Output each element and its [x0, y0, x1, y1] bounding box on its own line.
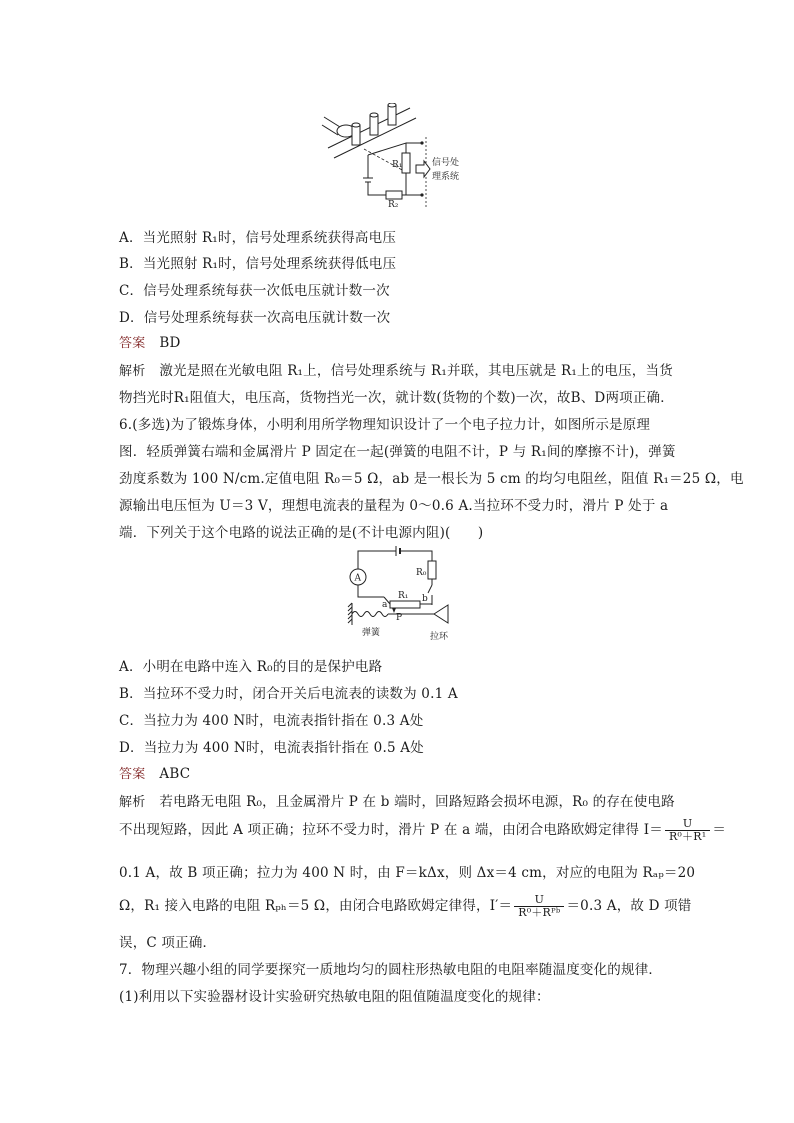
spring-label: 弹簧: [362, 628, 381, 638]
analysis-text: 若电路无电阻 R₀，且金属滑片 P 在 b 端时，回路短路会损坏电源，R₀ 的存在使电路: [159, 794, 675, 810]
fraction: [665, 818, 710, 843]
q6-option-d: D．当拉力为 400 N时，电流表指针指在 0.5 A处: [119, 740, 424, 756]
analysis-text: ＝0.3 A，故 D 项错: [566, 898, 692, 914]
q5-answer: [119, 332, 181, 351]
q7-stem-line-1: 7．物理兴趣小组的同学要探究一质地均匀的圆柱形热敏电阻的电阻率随温度变化的规律．: [119, 962, 663, 978]
b-label: b: [422, 594, 428, 604]
fraction-denominator: R⁰＋R¹: [668, 830, 707, 843]
q5-analysis-line-1: [119, 359, 673, 379]
tension-meter-circuit-figure: [344, 545, 464, 645]
q5-option-c: C．信号处理系统每获一次低电压就计数一次: [119, 283, 390, 299]
analysis-label: 解析: [119, 795, 146, 810]
q5-option-b: B．当光照射 R₁时，信号处理系统获得低电压: [119, 256, 397, 272]
q5-option-a: A．当光照射 R₁时，信号处理系统获得高电压: [119, 230, 397, 246]
q6-answer: [119, 763, 190, 782]
q6-analysis-line-5: 误，C 项正确．: [119, 935, 217, 951]
q6-option-a: A．小明在电路中连入 R₀的目的是保护电路: [119, 659, 383, 675]
fraction-denominator: R⁰＋Rᴾᵇ: [518, 906, 561, 919]
q6-analysis-line-3: 0.1 A，故 B 项正确；拉力为 400 N 时，由 F＝kΔx，则 Δx＝4 cm，对应的电阻为 Rₐₚ＝20: [119, 865, 696, 881]
q6-analysis-line-1: [119, 790, 675, 810]
q6-stem-line-4: 源输出电压恒为 U＝3 V，理想电流表的量程为 0～0.6 A.当拉环不受力时，滑片 P 处于 a: [119, 498, 669, 514]
ammeter-label: A: [354, 573, 361, 584]
fraction-numerator: U: [514, 894, 564, 907]
signal-system-label-2: 理系统: [432, 172, 460, 182]
fraction: [514, 894, 564, 919]
q6-option-c: C．当拉力为 400 N时，电流表指针指在 0.3 A处: [119, 713, 424, 729]
answer-label: 答案: [119, 767, 146, 782]
q6-stem-line-2: 图．轻质弹簧右端和金属滑片 P 固定在一起(弹簧的电阻不计，P 与 R₁间的摩擦不计)，弹簧: [119, 444, 676, 460]
q5-option-d: D．信号处理系统每获一次高电压就计数一次: [119, 310, 391, 326]
analysis-label: 解析: [119, 364, 146, 379]
q6-stem-line-3: 劲度系数为 100 N/cm.定值电阻 R₀＝5 Ω，ab 是一根长为 5 cm 的均匀电阻丝，阻值 R₁＝25 Ω，电: [119, 471, 744, 487]
q6-analysis-line-2: [119, 818, 726, 843]
analysis-text: Ω，R₁ 接入电路的电阻 Rₚₕ＝5 Ω，由闭合电路欧姆定律得，I′＝: [119, 898, 513, 914]
r0-label: R₀: [416, 568, 427, 578]
answer-label: 答案: [119, 336, 146, 351]
answer-value: BD: [159, 335, 181, 351]
r1-label: R₁: [398, 591, 409, 601]
q6-stem-line-5: 端．下列关于这个电路的说法正确的是(不计电源内阻)( ): [119, 525, 484, 541]
fraction-numerator: U: [665, 818, 710, 831]
analysis-text: ＝: [712, 822, 727, 838]
r1-label: R₁: [392, 160, 403, 170]
photoresistor-circuit-figure: [318, 103, 478, 211]
q6-analysis-line-4: [119, 894, 692, 919]
analysis-text: 激光是照在光敏电阻 R₁上，信号处理系统与 R₁并联，其电压就是 R₁上的电压，当货: [159, 363, 673, 379]
q5-analysis-line-2: 物挡光时R₁阻值大，电压高，货物挡光一次，就计数(货物的个数)一次，故B、D两项正确．: [119, 390, 674, 406]
answer-value: ABC: [159, 766, 191, 782]
signal-system-label-1: 信号处: [432, 158, 460, 168]
analysis-text: 不出现短路，因此 A 项正确；拉环不受力时，滑片 P 在 a 端，由闭合电路欧姆定律得 I＝: [119, 822, 663, 838]
q6-stem-line-1: 6.(多选)为了锻炼身体，小明利用所学物理知识设计了一个电子拉力计，如图所示是原理: [119, 417, 651, 433]
a-label: a: [382, 600, 388, 610]
ring-label: 拉环: [430, 632, 449, 642]
q6-option-b: B．当拉环不受力时，闭合开关后电流表的读数为 0.1 A: [119, 686, 458, 702]
r2-label: R₂: [388, 200, 399, 210]
q7-stem-line-2: (1)利用以下实验器材设计实验研究热敏电阻的阻值随温度变化的规律：: [119, 989, 550, 1005]
p-label: P: [396, 613, 403, 623]
